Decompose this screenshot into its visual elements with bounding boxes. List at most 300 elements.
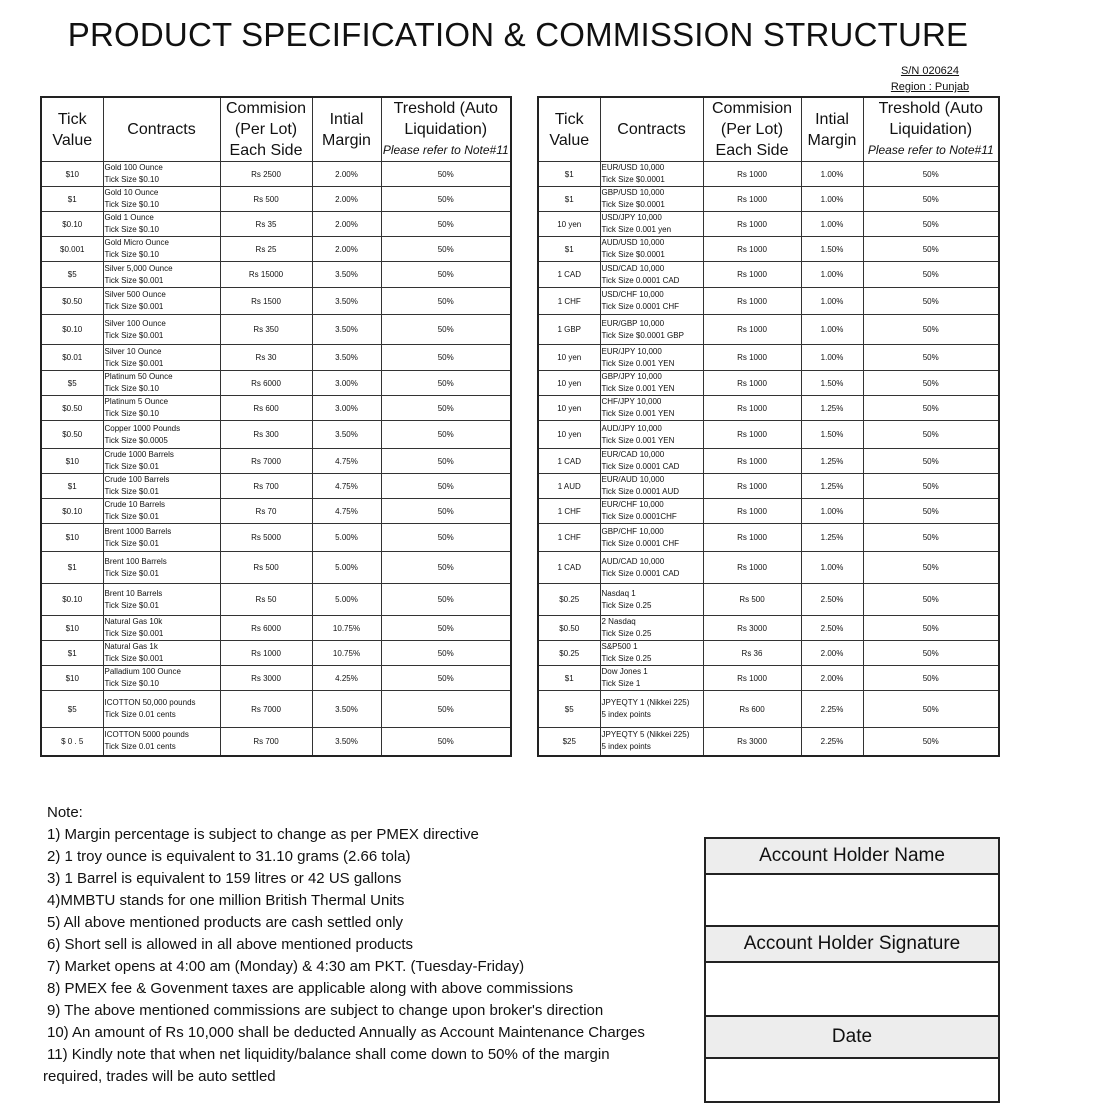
page-title: PRODUCT SPECIFICATION & COMMISSION STRUCTURE: [67, 16, 969, 53]
date-field[interactable]: [706, 1059, 998, 1101]
contract-cell: [600, 371, 703, 396]
threshold-cell: 50%: [863, 728, 999, 756]
tick-value-cell: $1: [538, 162, 600, 187]
margin-cell: 3.50%: [312, 421, 381, 449]
contract-name: Gold Micro Ounce: [104, 238, 169, 247]
threshold-cell: 50%: [863, 315, 999, 345]
contract-tick-size: Tick Size 0.0001 CAD: [601, 568, 680, 578]
commission-cell: Rs 1000: [703, 371, 801, 396]
margin-cell: 4.75%: [312, 449, 381, 474]
table-row: [538, 421, 999, 449]
header-contracts: Contracts: [103, 97, 220, 162]
commission-cell: Rs 500: [703, 584, 801, 616]
margin-cell: 1.50%: [801, 371, 863, 396]
contract-cell: [103, 288, 220, 315]
margin-cell: 1.25%: [801, 396, 863, 421]
threshold-cell: 50%: [381, 584, 511, 616]
tick-value-cell: $10: [41, 162, 103, 187]
margin-cell: 1.00%: [801, 262, 863, 288]
margin-cell: 4.25%: [312, 666, 381, 691]
contract-cell: [103, 666, 220, 691]
commission-cell: Rs 3000: [703, 616, 801, 641]
margin-cell: 4.75%: [312, 499, 381, 524]
commission-cell: Rs 50: [220, 584, 312, 616]
tick-value-cell: $5: [538, 691, 600, 728]
contract-tick-size: Tick Size 0.0001 CHF: [601, 302, 680, 311]
table-row: [41, 691, 511, 728]
margin-cell: 2.00%: [801, 641, 863, 666]
contract-name: EUR/CHF 10,000: [601, 500, 664, 509]
margin-cell: 1.00%: [801, 162, 863, 187]
margin-cell: 1.00%: [801, 288, 863, 315]
tick-value-cell: $0.10: [41, 584, 103, 616]
threshold-cell: 50%: [863, 396, 999, 421]
contract-tick-size: Tick Size 0.0001 CAD: [601, 275, 680, 285]
margin-cell: 5.00%: [312, 524, 381, 552]
contract-cell: [103, 691, 220, 728]
contract-cell: [600, 396, 703, 421]
tick-value-cell: 1 CAD: [538, 262, 600, 288]
contract-name: GBP/JPY 10,000: [601, 372, 662, 381]
tick-value-cell: 1 AUD: [538, 474, 600, 499]
contract-tick-size: Tick Size 0.25: [601, 654, 652, 663]
tick-value-cell: 10 yen: [538, 212, 600, 237]
contract-tick-size: Tick Size $0.10: [104, 250, 159, 259]
tick-value-cell: $1: [41, 474, 103, 499]
contract-tick-size: Tick Size $0.01: [104, 512, 159, 521]
contract-name: Crude 1000 Barrels: [104, 450, 174, 459]
contract-cell: [103, 499, 220, 524]
commission-cell: Rs 30: [220, 345, 312, 371]
contract-tick-size: Tick Size 0.0001 CAD: [601, 462, 680, 471]
contract-cell: [103, 552, 220, 584]
commission-cell: Rs 1000: [703, 187, 801, 212]
margin-cell: 2.00%: [312, 162, 381, 187]
margin-cell: 1.00%: [801, 187, 863, 212]
tick-value-cell: 1 CAD: [538, 552, 600, 584]
contract-name: JPYEQTY 1 (Nikkei 225): [601, 698, 690, 707]
table-row: [41, 237, 511, 262]
note-line: 3) 1 Barrel is equivalent to 159 litres or 42 US gallons: [47, 870, 402, 887]
contract-name: Gold 100 Ounce: [104, 163, 163, 172]
contract-cell: [600, 524, 703, 552]
threshold-cell: 50%: [381, 641, 511, 666]
table-row: [538, 666, 999, 691]
note-line: 10) An amount of Rs 10,000 shall be deducted Annually as Account Maintenance Charges: [47, 1024, 645, 1041]
contract-tick-size: Tick Size 0.0001 AUD: [601, 487, 680, 496]
margin-cell: 3.00%: [312, 396, 381, 421]
header-margin: Intial Margin: [312, 97, 381, 162]
contract-name: CHF/JPY 10,000: [601, 397, 662, 406]
threshold-cell: 50%: [863, 552, 999, 584]
margin-cell: 1.00%: [801, 212, 863, 237]
header-contracts: Contracts: [600, 97, 703, 162]
contract-tick-size: Tick Size $0.01: [104, 538, 159, 548]
contract-cell: [103, 616, 220, 641]
margin-cell: 3.50%: [312, 728, 381, 756]
contract-tick-size: Tick Size $0.10: [104, 409, 159, 418]
commission-cell: Rs 1000: [703, 474, 801, 499]
table-row: [41, 641, 511, 666]
contract-tick-size: Tick Size $0.0001: [601, 250, 665, 259]
tick-value-cell: $1: [41, 187, 103, 212]
commission-cell: Rs 350: [220, 315, 312, 345]
table-row: [41, 187, 511, 212]
contract-tick-size: Tick Size 0.25: [601, 600, 652, 610]
table-row: [538, 162, 999, 187]
serial-number: S/N 020624: [900, 65, 960, 77]
threshold-cell: 50%: [381, 616, 511, 641]
table-row: [538, 728, 999, 756]
margin-cell: 3.50%: [312, 345, 381, 371]
contract-tick-size: Tick Size $0.001: [104, 629, 164, 638]
threshold-cell: 50%: [863, 288, 999, 315]
tick-value-cell: $1: [538, 666, 600, 691]
margin-cell: 1.25%: [801, 474, 863, 499]
header-threshold: [381, 97, 511, 162]
contract-name: Natural Gas 10k: [104, 617, 163, 626]
contract-tick-size: Tick Size $0.001: [104, 358, 164, 368]
threshold-cell: 50%: [381, 449, 511, 474]
contract-cell: [103, 584, 220, 616]
threshold-cell: 50%: [381, 371, 511, 396]
commission-cell: Rs 1000: [703, 345, 801, 371]
contract-cell: [600, 616, 703, 641]
tick-value-cell: $5: [41, 691, 103, 728]
threshold-cell: 50%: [863, 499, 999, 524]
threshold-cell: 50%: [381, 552, 511, 584]
commission-cell: Rs 7000: [220, 691, 312, 728]
margin-cell: 2.00%: [312, 237, 381, 262]
margin-cell: 3.50%: [312, 691, 381, 728]
threshold-cell: 50%: [381, 187, 511, 212]
contract-name: Silver 5,000 Ounce: [104, 263, 173, 273]
margin-cell: 10.75%: [312, 616, 381, 641]
threshold-cell: 50%: [381, 524, 511, 552]
table-row: [538, 345, 999, 371]
commission-cell: Rs 3000: [703, 728, 801, 756]
account-holder-signature-field[interactable]: [706, 963, 998, 1017]
margin-cell: 5.00%: [312, 584, 381, 616]
contract-cell: [600, 641, 703, 666]
contract-name: USD/JPY 10,000: [601, 213, 662, 222]
contract-cell: [103, 396, 220, 421]
threshold-cell: 50%: [863, 212, 999, 237]
contract-name: EUR/CAD 10,000: [601, 450, 665, 459]
tick-value-cell: 10 yen: [538, 371, 600, 396]
header-threshold-label: Treshold (Auto Liquidation): [878, 100, 983, 138]
note-line: 1) Margin percentage is subject to change as per PMEX directive: [47, 826, 479, 843]
commission-cell: Rs 1000: [703, 396, 801, 421]
note-line: 11) Kindly note that when net liquidity/balance shall come down to 50% of the margin: [47, 1046, 610, 1063]
contract-cell: [103, 371, 220, 396]
notes-section: [43, 802, 683, 1088]
contract-name: JPYEQTY 5 (Nikkei 225): [601, 730, 690, 740]
commission-cell: Rs 6000: [220, 616, 312, 641]
margin-cell: 2.25%: [801, 728, 863, 756]
contract-name: Gold 1 Ounce: [104, 213, 154, 222]
contract-cell: [600, 499, 703, 524]
threshold-cell: 50%: [381, 691, 511, 728]
forex-indices-table: [537, 96, 1000, 757]
threshold-cell: 50%: [863, 524, 999, 552]
commission-cell: Rs 35: [220, 212, 312, 237]
contract-tick-size: Tick Size 0.0001 CHF: [601, 538, 680, 548]
commission-cell: Rs 15000: [220, 262, 312, 288]
contract-name: AUD/USD 10,000: [601, 238, 665, 247]
contract-cell: [600, 162, 703, 187]
commission-cell: Rs 25: [220, 237, 312, 262]
threshold-cell: 50%: [381, 212, 511, 237]
commission-cell: Rs 1000: [703, 212, 801, 237]
contract-cell: [103, 345, 220, 371]
threshold-cell: 50%: [863, 345, 999, 371]
table-row: [538, 524, 999, 552]
tick-value-cell: $5: [41, 262, 103, 288]
contract-name: AUD/CAD 10,000: [601, 556, 665, 566]
contract-tick-size: Tick Size 0.01 cents: [104, 742, 176, 752]
table-row: [41, 371, 511, 396]
commission-cell: Rs 1000: [703, 315, 801, 345]
table-row: [41, 315, 511, 345]
contract-name: Nasdaq 1: [601, 588, 636, 598]
contract-name: Silver 500 Ounce: [104, 290, 166, 299]
table-row: [41, 421, 511, 449]
margin-cell: 1.50%: [801, 421, 863, 449]
contract-tick-size: Tick Size 0.001 YEN: [601, 435, 675, 445]
commission-cell: Rs 700: [220, 728, 312, 756]
contract-name: Silver 10 Ounce: [104, 346, 162, 356]
tick-value-cell: $0.25: [538, 641, 600, 666]
contract-tick-size: Tick Size $0.0001 GBP: [601, 330, 684, 340]
tick-value-cell: 1 CAD: [538, 449, 600, 474]
commission-cell: Rs 70: [220, 499, 312, 524]
tick-value-cell: $0.50: [538, 616, 600, 641]
contract-cell: [600, 474, 703, 499]
contract-name: AUD/JPY 10,000: [601, 423, 662, 433]
threshold-cell: 50%: [863, 584, 999, 616]
threshold-cell: 50%: [863, 616, 999, 641]
contract-name: Silver 100 Ounce: [104, 318, 166, 328]
table-row: [41, 262, 511, 288]
threshold-cell: 50%: [863, 691, 999, 728]
contract-tick-size: 5 index points: [601, 742, 651, 752]
contract-cell: [103, 162, 220, 187]
contract-cell: [103, 212, 220, 237]
margin-cell: 1.00%: [801, 315, 863, 345]
contract-cell: [600, 552, 703, 584]
threshold-cell: 50%: [381, 237, 511, 262]
table-row: [538, 396, 999, 421]
margin-cell: 1.00%: [801, 499, 863, 524]
table-row: [41, 666, 511, 691]
contract-tick-size: Tick Size $0.01: [104, 487, 159, 496]
contract-name: Crude 100 Barrels: [104, 475, 170, 484]
contract-tick-size: Tick Size $0.001: [104, 275, 164, 285]
tick-value-cell: 1 CHF: [538, 288, 600, 315]
contract-cell: [600, 421, 703, 449]
margin-cell: 2.00%: [801, 666, 863, 691]
header-threshold: [863, 97, 999, 162]
commission-cell: Rs 1000: [703, 162, 801, 187]
margin-cell: 3.00%: [312, 371, 381, 396]
contract-cell: [600, 288, 703, 315]
contract-name: Platinum 5 Ounce: [104, 397, 169, 406]
threshold-cell: 50%: [381, 499, 511, 524]
commission-cell: Rs 1000: [703, 552, 801, 584]
notes-heading: Note:: [47, 804, 83, 821]
contract-cell: [600, 345, 703, 371]
contract-name: ICOTTON 5000 pounds: [104, 730, 189, 740]
contract-name: Crude 10 Barrels: [104, 500, 165, 509]
threshold-cell: 50%: [863, 666, 999, 691]
commission-cell: Rs 1000: [703, 421, 801, 449]
tick-value-cell: 1 GBP: [538, 315, 600, 345]
contract-name: Brent 1000 Barrels: [104, 526, 172, 536]
margin-cell: 5.00%: [312, 552, 381, 584]
commission-cell: Rs 1000: [703, 449, 801, 474]
table-row: [538, 499, 999, 524]
table-row: [538, 691, 999, 728]
contract-name: Brent 10 Barrels: [104, 588, 163, 598]
margin-cell: 4.75%: [312, 474, 381, 499]
commission-cell: Rs 7000: [220, 449, 312, 474]
table-row: [538, 315, 999, 345]
note-line: 9) The above mentioned commissions are subject to change upon broker's direction: [47, 1002, 604, 1019]
table-row: [41, 288, 511, 315]
contract-name: Copper 1000 Pounds: [104, 423, 181, 433]
threshold-cell: 50%: [381, 345, 511, 371]
contract-cell: [103, 641, 220, 666]
tick-value-cell: $10: [41, 524, 103, 552]
contract-tick-size: Tick Size $0.001: [104, 302, 164, 311]
contract-tick-size: Tick Size $0.10: [104, 175, 159, 184]
threshold-cell: 50%: [863, 162, 999, 187]
table-row: [538, 187, 999, 212]
threshold-cell: 50%: [381, 728, 511, 756]
threshold-cell: 50%: [863, 237, 999, 262]
margin-cell: 3.50%: [312, 288, 381, 315]
contract-cell: [103, 449, 220, 474]
contract-tick-size: Tick Size 1: [601, 679, 641, 688]
table-row: [41, 449, 511, 474]
contract-cell: [600, 666, 703, 691]
threshold-cell: 50%: [863, 449, 999, 474]
tick-value-cell: $0.10: [41, 212, 103, 237]
margin-cell: 3.50%: [312, 315, 381, 345]
tick-value-cell: 1 CHF: [538, 499, 600, 524]
threshold-cell: 50%: [863, 187, 999, 212]
table-row: [538, 641, 999, 666]
contract-name: S&P500 1: [601, 642, 638, 651]
contract-name: Natural Gas 1k: [104, 642, 158, 651]
margin-cell: 1.50%: [801, 237, 863, 262]
tick-value-cell: 10 yen: [538, 421, 600, 449]
table-row: [538, 371, 999, 396]
commission-cell: Rs 1000: [703, 666, 801, 691]
tick-value-cell: 10 yen: [538, 396, 600, 421]
threshold-cell: 50%: [381, 396, 511, 421]
contract-cell: [103, 728, 220, 756]
header-commission: Commision (Per Lot) Each Side: [220, 97, 312, 162]
table-row: [41, 552, 511, 584]
tick-value-cell: $5: [41, 371, 103, 396]
contract-name: Palladium 100 Ounce: [104, 667, 181, 676]
contract-name: Dow Jones 1: [601, 667, 648, 676]
threshold-cell: 50%: [381, 421, 511, 449]
tick-value-cell: $0.25: [538, 584, 600, 616]
contract-name: GBP/USD 10,000: [601, 188, 665, 197]
contract-tick-size: Tick Size $0.0001: [601, 200, 665, 209]
table-row: [41, 345, 511, 371]
note-line: 5) All above mentioned products are cash settled only: [47, 914, 404, 931]
contract-tick-size: Tick Size $0.10: [104, 225, 159, 234]
contract-cell: [600, 728, 703, 756]
threshold-cell: 50%: [381, 666, 511, 691]
contract-tick-size: Tick Size 0.001 YEN: [601, 358, 675, 368]
commission-cell: Rs 600: [220, 396, 312, 421]
table-row: [41, 162, 511, 187]
table-row: [41, 499, 511, 524]
tick-value-cell: $10: [41, 449, 103, 474]
table-row: [538, 262, 999, 288]
contract-tick-size: Tick Size $0.0001: [601, 175, 665, 184]
tick-value-cell: $0.50: [41, 421, 103, 449]
margin-cell: 2.25%: [801, 691, 863, 728]
tick-value-cell: $1: [538, 187, 600, 212]
commission-cell: Rs 1000: [703, 237, 801, 262]
tick-value-cell: $10: [41, 666, 103, 691]
commission-cell: Rs 3000: [220, 666, 312, 691]
tick-value-cell: $1: [538, 237, 600, 262]
commission-cell: Rs 6000: [220, 371, 312, 396]
contract-name: ICOTTON 50,000 pounds: [104, 698, 196, 707]
contract-cell: [103, 474, 220, 499]
table-row: [41, 524, 511, 552]
contract-name: Gold 10 Ounce: [104, 188, 159, 197]
account-holder-name-field[interactable]: [706, 875, 998, 927]
contract-tick-size: Tick Size 0.001 YEN: [601, 384, 675, 393]
tick-value-cell: $1: [41, 552, 103, 584]
contract-tick-size: Tick Size $0.10: [104, 384, 159, 393]
commission-cell: Rs 500: [220, 187, 312, 212]
tick-value-cell: $25: [538, 728, 600, 756]
table-row: [538, 474, 999, 499]
margin-cell: 2.00%: [312, 187, 381, 212]
contract-tick-size: Tick Size 0.01 cents: [104, 710, 176, 719]
table-row: [41, 584, 511, 616]
table-row: [538, 616, 999, 641]
contract-cell: [600, 315, 703, 345]
header-commission: Commision (Per Lot) Each Side: [703, 97, 801, 162]
tick-value-cell: $ 0 . 5: [41, 728, 103, 756]
threshold-cell: 50%: [381, 262, 511, 288]
contract-tick-size: Tick Size $0.10: [104, 679, 159, 688]
tick-value-cell: $10: [41, 616, 103, 641]
table-row: [41, 396, 511, 421]
tick-value-cell: $0.50: [41, 288, 103, 315]
table-row: [538, 584, 999, 616]
tick-value-cell: $0.50: [41, 396, 103, 421]
margin-cell: 10.75%: [312, 641, 381, 666]
commission-cell: Rs 700: [220, 474, 312, 499]
note-line: required, trades will be auto settled: [43, 1068, 276, 1085]
note-line: 8) PMEX fee & Govenment taxes are applicable along with above commissions: [47, 980, 574, 997]
contract-tick-size: 5 index points: [601, 710, 651, 719]
table-row: [41, 474, 511, 499]
header-threshold-note: Please refer to Note#11: [382, 143, 509, 157]
contract-cell: [600, 187, 703, 212]
